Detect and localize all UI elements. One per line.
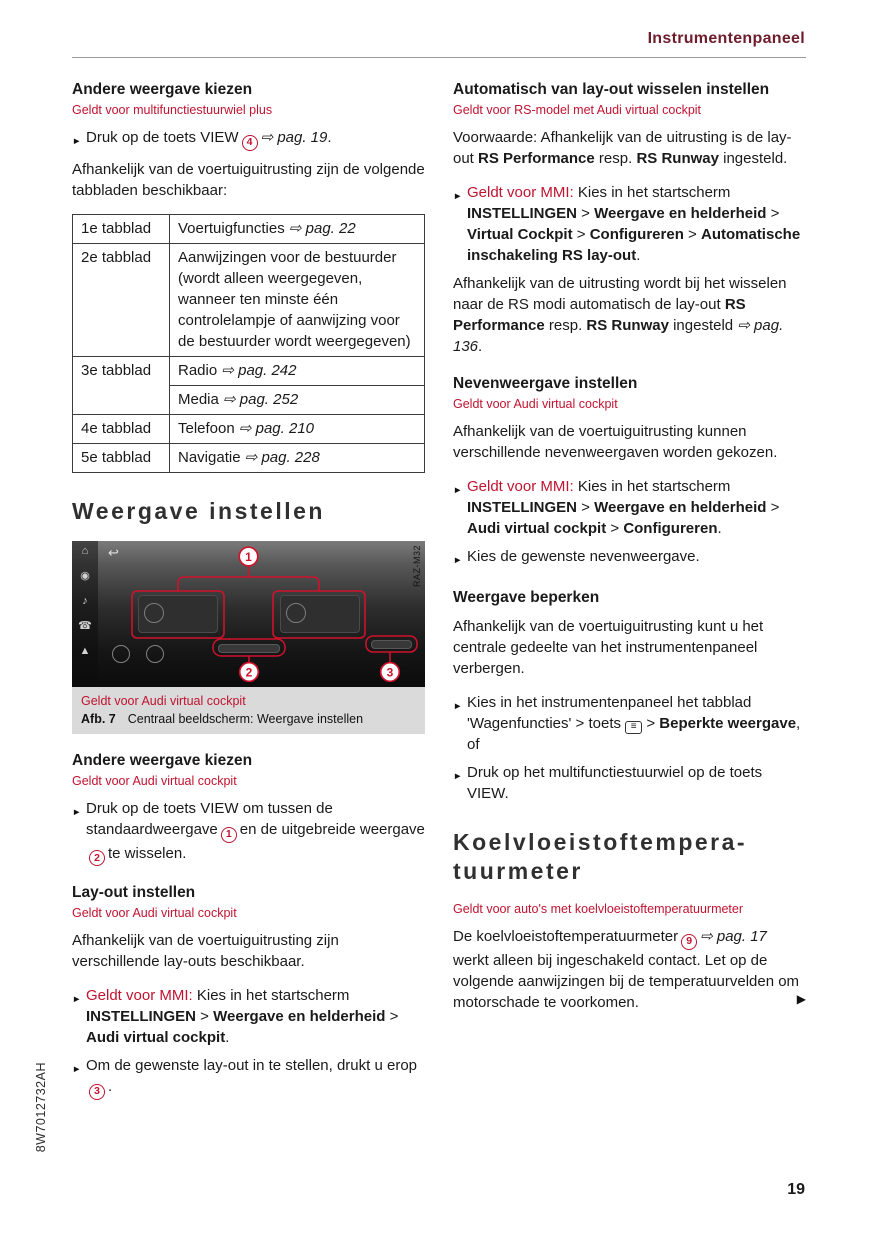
circled-number-badge: 4: [242, 135, 258, 151]
page-reference: ⇨ pag. 17: [700, 928, 767, 945]
bullet-item: [72, 985, 425, 1048]
text-run: .: [225, 1029, 230, 1046]
bullet-marker-icon: ►: [72, 1064, 82, 1075]
section-title: Nevenweergave instellen: [453, 375, 638, 392]
applies-note: Geldt voor Audi virtual cockpit: [72, 774, 237, 788]
main-heading: [453, 828, 806, 886]
main-heading: Weergave instellen: [72, 498, 325, 524]
figure-afb-7: [72, 541, 425, 734]
applies-note: Geldt voor Audi virtual cockpit: [81, 694, 246, 708]
figure-callout-3: 3: [386, 665, 394, 680]
spine-code: 8W7012732AH: [34, 1062, 48, 1153]
menu-path-item: Audi virtual cockpit: [467, 520, 607, 537]
heading-line: tuurmeter: [453, 858, 583, 884]
figure-callout-1: 1: [245, 549, 252, 564]
back-icon: ↩: [108, 545, 119, 560]
body-paragraph: Afhankelijk van de voertuiguitrusting kunt u het centrale gedeelte van het instrumentenpaneel verbergen.: [453, 618, 764, 677]
circled-number-badge: 9: [681, 934, 697, 950]
text-run: Voorwaarde: Afhankelijk van de uitrusting is de lay-out: [453, 129, 792, 167]
nav-icon: ▲: [79, 645, 91, 657]
text-run: Druk op de toets VIEW: [86, 129, 239, 146]
text-run: >: [766, 205, 780, 222]
text-run: >: [196, 1008, 214, 1025]
table-cell-label: 2e tabblad: [73, 244, 170, 357]
bullet-text: [467, 182, 806, 266]
text-run: Afhankelijk van de uitrusting wordt bij het wisselen naar de RS modi automatisch de lay-out: [453, 275, 787, 313]
text-run: >: [642, 715, 660, 732]
bullet-item: [72, 1055, 425, 1100]
circled-number-badge: 1: [221, 827, 237, 843]
layout-name: RS Performance: [478, 150, 595, 167]
table-cell-label: 5e tabblad: [73, 444, 170, 473]
text-run: Kies in het startscherm: [573, 184, 731, 201]
bullet-item: [453, 182, 806, 266]
table-cell-label: 3e tabblad: [73, 357, 170, 415]
menu-path-item: Virtual Cockpit: [467, 226, 573, 243]
bullet-marker-icon: ►: [72, 807, 82, 818]
tab-overview-table: [72, 214, 425, 473]
bullet-marker-icon: ►: [453, 191, 463, 202]
text-run: >: [572, 226, 590, 243]
page-reference: ⇨ pag. 252: [223, 391, 299, 408]
text-run: .: [478, 338, 483, 355]
menu-glyph: ≡: [630, 721, 637, 732]
applies-inline: Geldt voor MMI:: [467, 184, 574, 201]
bullet-marker-icon: ►: [453, 555, 463, 566]
page-number: 19: [787, 1181, 805, 1198]
phone-icon: ☎: [78, 620, 92, 632]
page-reference: ⇨ pag. 19: [260, 129, 328, 146]
table-cell-label: 4e tabblad: [73, 415, 170, 444]
page-reference: ⇨ pag. 136: [453, 317, 784, 355]
text-run: en de uitgebreide weergave: [239, 821, 425, 838]
table-row: [73, 215, 425, 244]
text-run: Media: [178, 391, 224, 408]
text-run: .: [327, 129, 332, 146]
applies-note: Geldt voor Audi virtual cockpit: [72, 906, 237, 920]
section-title: Automatisch van lay-out wisselen instellen: [453, 81, 770, 98]
text-run: Om de gewenste lay-out in te stellen, drukt u erop: [86, 1057, 418, 1074]
layout-name: RS Runway: [636, 150, 719, 167]
menu-path-item: Beperkte weergave: [659, 715, 797, 732]
bullet-item: [453, 692, 806, 755]
menu-path-item: Configureren: [589, 226, 684, 243]
text-run: , of: [467, 715, 801, 753]
menu-path-item: INSTELLINGEN: [467, 499, 578, 516]
mmi-screen-illustration: [72, 541, 425, 687]
table-cell-value: [170, 415, 425, 444]
layout-name: RS Performance: [453, 296, 746, 334]
figure-callout-2: 2: [245, 665, 253, 680]
bullet-item: [72, 127, 425, 152]
table-cell-value: Aanwijzingen voor de bestuurder (wordt alleen weergegeven, wanneer ten minste één controlelampje of aanwijzing voor de bestuurder wordt weergegeven): [170, 244, 425, 357]
table-row: [73, 357, 425, 386]
applies-note: Geldt voor Audi virtual cockpit: [453, 397, 618, 411]
bullet-marker-icon: ►: [72, 136, 82, 147]
figure-code-tag: RAZ-M32: [412, 545, 422, 588]
text-run: Kies in het startscherm: [192, 987, 350, 1004]
bullet-item: [453, 546, 806, 571]
applies-note: Geldt voor multifunctiestuurwiel plus: [72, 103, 273, 117]
table-row: [73, 415, 425, 444]
left-column: [72, 80, 425, 1107]
bullet-text: [467, 476, 806, 539]
bullet-marker-icon: ►: [453, 771, 463, 782]
page-reference: ⇨ pag. 210: [238, 420, 315, 437]
text-run: Radio: [178, 362, 222, 379]
chapter-header: Instrumentenpaneel: [647, 30, 805, 47]
text-run: ingesteld: [668, 317, 738, 334]
applies-inline: Geldt voor MMI:: [86, 987, 193, 1004]
bullet-text: Kies de gewenste nevenweergave.: [467, 548, 700, 565]
table-row: [73, 444, 425, 473]
bullet-text: [86, 985, 425, 1048]
text-run: ingesteld.: [718, 150, 788, 167]
text-run: resp.: [594, 150, 637, 167]
bullet-item: [72, 798, 425, 866]
page-reference: ⇨ pag. 242: [221, 362, 297, 379]
bullet-item: [453, 762, 806, 804]
menu-path-item: Automatische inschakeling RS lay-out: [467, 226, 801, 264]
figure-caption: [72, 687, 425, 734]
body-paragraph: [453, 273, 806, 357]
page-reference: ⇨ pag. 22: [288, 220, 356, 237]
signal-icon: ◉: [80, 570, 90, 582]
text-run: .: [108, 1078, 113, 1095]
continuation-arrow-icon: ▶: [796, 991, 806, 1006]
menu-path-item: Weergave en helderheid: [594, 205, 767, 222]
list-button-icon: [625, 721, 642, 734]
bullet-text: [86, 798, 425, 866]
header-divider: [72, 57, 806, 58]
body-paragraph: Afhankelijk van de voertuiguitrusting kunnen verschillende nevenweergaven worden gekozen.: [453, 423, 778, 461]
heading-line: Koelvloeistoftempera-: [453, 829, 748, 855]
layout-name: RS Runway: [586, 317, 669, 334]
text-run: .: [717, 520, 722, 537]
figure-caption-text: Centraal beeldscherm: Weergave instellen: [127, 712, 364, 726]
body-paragraph: [453, 127, 806, 169]
text-run: te wisselen.: [108, 844, 187, 862]
bullet-marker-icon: ►: [72, 994, 82, 1005]
table-row: [73, 244, 425, 357]
page-reference: ⇨ pag. 228: [244, 449, 320, 466]
caption-line: [81, 711, 416, 727]
text-run: >: [385, 1008, 399, 1025]
section-title: Lay-out instellen: [72, 884, 196, 901]
menu-path-item: Audi virtual cockpit: [86, 1029, 226, 1046]
table-cell-label: 1e tabblad: [73, 215, 170, 244]
text-run: werkt alleen bij ingeschakeld contact. Let op de volgende aanwijzingen bij de temperatuurvelden om motorschade te voorkomen.: [453, 951, 800, 1011]
body-paragraph: [453, 926, 806, 1013]
two-column-layout: [72, 80, 806, 1107]
table-cell-value: [170, 386, 425, 415]
menu-path-item: Configureren: [623, 520, 718, 537]
menu-path-item: Weergave en helderheid: [213, 1008, 386, 1025]
text-run: >: [577, 499, 595, 516]
section-title: Weergave beperken: [453, 589, 600, 606]
text-run: .: [636, 247, 641, 264]
text-run: Kies in het instrumentenpaneel het tabblad 'Wagenfuncties' > toets: [467, 694, 752, 732]
bullet-text: [467, 692, 806, 755]
bullet-text: Druk op het multifunctiestuurwiel op de toets VIEW.: [467, 764, 763, 802]
text-run: resp.: [544, 317, 587, 334]
bullet-text: [86, 1055, 425, 1100]
bullet-text: [86, 127, 425, 152]
right-column: [453, 80, 806, 1026]
text-run: >: [606, 520, 624, 537]
circled-number-badge: 2: [89, 850, 105, 866]
text-run: Druk op de toets VIEW om tussen de standaardweergave: [86, 800, 333, 838]
applies-note: Geldt voor RS-model met Audi virtual cockpit: [453, 103, 702, 117]
table-cell-value: [170, 357, 425, 386]
figure-label: Afb. 7: [81, 712, 116, 726]
home-icon: ⌂: [81, 545, 89, 557]
section-title: Andere weergave kiezen: [72, 81, 253, 98]
figure-callout-overlay: [72, 541, 425, 687]
text-run: Voertuigfuncties: [178, 220, 289, 237]
text-run: >: [766, 499, 780, 516]
menu-path-item: INSTELLINGEN: [467, 205, 578, 222]
applies-inline: Geldt voor MMI:: [467, 478, 574, 495]
bullet-item: [453, 476, 806, 539]
text-run: >: [683, 226, 701, 243]
section-title: Andere weergave kiezen: [72, 752, 253, 769]
text-run: Kies in het startscherm: [573, 478, 731, 495]
bullet-marker-icon: ►: [453, 701, 463, 712]
table-cell-value: [170, 215, 425, 244]
body-paragraph: Afhankelijk van de voertuiguitrusting zijn de volgende tabbladen beschikbaar:: [72, 161, 425, 199]
applies-note: Geldt voor auto's met koelvloeistoftemperatuurmeter: [453, 902, 744, 916]
text-run: De koelvloeistoftemperatuurmeter: [453, 928, 679, 945]
music-icon: ♪: [82, 595, 88, 607]
text-run: Navigatie: [178, 449, 245, 466]
menu-path-item: Weergave en helderheid: [594, 499, 767, 516]
table-cell-value: [170, 444, 425, 473]
circled-number-badge: 3: [89, 1084, 105, 1100]
text-run: >: [577, 205, 595, 222]
bullet-marker-icon: ►: [453, 485, 463, 496]
text-run: Telefoon: [178, 420, 239, 437]
body-paragraph: Afhankelijk van de voertuiguitrusting zijn verschillende lay-outs beschikbaar.: [72, 932, 339, 970]
menu-path-item: INSTELLINGEN: [86, 1008, 197, 1025]
